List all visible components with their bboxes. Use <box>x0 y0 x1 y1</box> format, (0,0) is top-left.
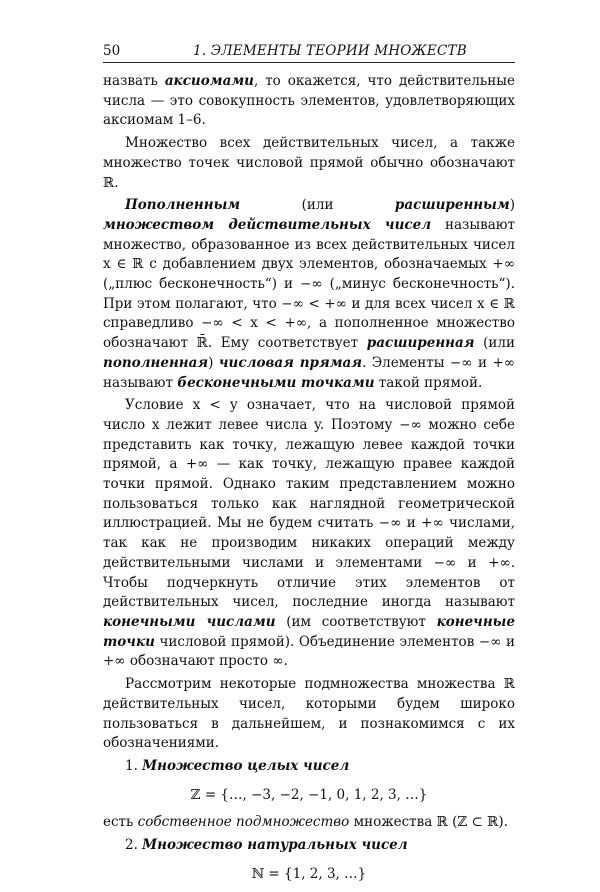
chapter-title: 1. ЭЛЕМЕНТЫ ТЕОРИИ МНОЖЕСТВ <box>193 43 467 59</box>
paragraph-axioms <box>103 72 515 131</box>
text: такой прямой. <box>374 374 483 391</box>
item-number: 2. <box>125 837 143 854</box>
text: множества ℝ (ℤ ⊂ ℝ). <box>349 814 508 831</box>
term: пополненная <box>103 354 209 371</box>
page-body <box>103 72 515 892</box>
paragraph-real-set <box>103 134 515 193</box>
term: расширенным <box>394 197 510 214</box>
text: . Элементы −∞ и +∞ называют <box>103 354 515 391</box>
text: есть <box>103 814 138 831</box>
item-title: Множество целых чисел <box>142 757 350 774</box>
text: Рассмотрим некоторые подмножества множества ℝ действительных чисел, которыми будем широко пользоваться в дальнейшем, и познакомимся с их обозначениями. <box>103 676 515 752</box>
text: (им соответствуют <box>275 613 437 630</box>
integers-subset-line <box>103 813 515 833</box>
paragraph-extended-set <box>103 196 515 393</box>
text: числовой прямой). Объединение элементов −∞ и +∞ обозначают просто ∞. <box>103 633 515 670</box>
term: расширенная <box>366 335 475 352</box>
item-naturals-heading <box>103 836 515 856</box>
text: , то окажется, что действительные числа — это совокупность элементов, удовлетворяющих аксиомам 1–6. <box>103 73 515 129</box>
running-header <box>103 40 515 63</box>
term: Пополненным <box>125 197 241 214</box>
term: числовая прямая <box>218 354 363 371</box>
text: называют множество, образованное из всех действительных чисел x ∈ ℝ с добавлением двух элементов, обозначаемых +∞ („плюс бесконечность“) и −∞ („минус бесконечность“). При этом полагают, что −∞ < +∞ и для всех чисел x ∈ ℝ справедливо −∞ < x < +∞, а пополненное множество обозначают ℝ̄. Ему соответствует <box>103 216 515 352</box>
term-axioms: аксиомами <box>164 73 254 89</box>
text: ) <box>509 197 515 214</box>
text: (или <box>474 335 515 352</box>
term: бесконечными точками <box>177 374 375 391</box>
text: (или <box>240 197 395 214</box>
item-number: 1. <box>125 757 143 774</box>
page-number: 50 <box>103 43 121 59</box>
term: собственное подмножество <box>137 814 350 831</box>
item-title: Множество натуральных чисел <box>142 837 408 854</box>
term: множеством действительных чисел <box>103 216 432 233</box>
text: Условие x < y означает, что на числовой прямой число x лежит левее числа y. Поэтому −∞ можно себе представить как точку, лежащую левее каждой точки прямой, а +∞ — как точку, лежащую правее каждой точки прямой. Однако таким представлением можно пользоваться только как наглядной геометрической иллюстрацией. Мы не будем считать −∞ и +∞ числами, так как не производим никаких операций между действительными числами и элементами −∞ и +∞. Чтобы подчеркнуть отличие этих элементов от действительных чисел, последние иногда называют <box>103 397 515 611</box>
item-integers-heading <box>103 757 515 777</box>
formula-naturals: ℕ = {1, 2, 3, …} <box>251 865 367 882</box>
paragraph-subsets <box>103 675 515 754</box>
term: конечные точки <box>103 613 515 650</box>
text: назвать <box>103 73 165 89</box>
paragraph-condition <box>103 396 515 672</box>
term: конечными числами <box>103 613 276 630</box>
formula-integers: ℤ = {…, −3, −2, −1, 0, 1, 2, 3, …} <box>190 786 428 803</box>
text: Множество всех действительных чисел, а также множество точек числовой прямой обычно обозначают ℝ. <box>103 135 515 191</box>
text: ) <box>208 354 219 371</box>
